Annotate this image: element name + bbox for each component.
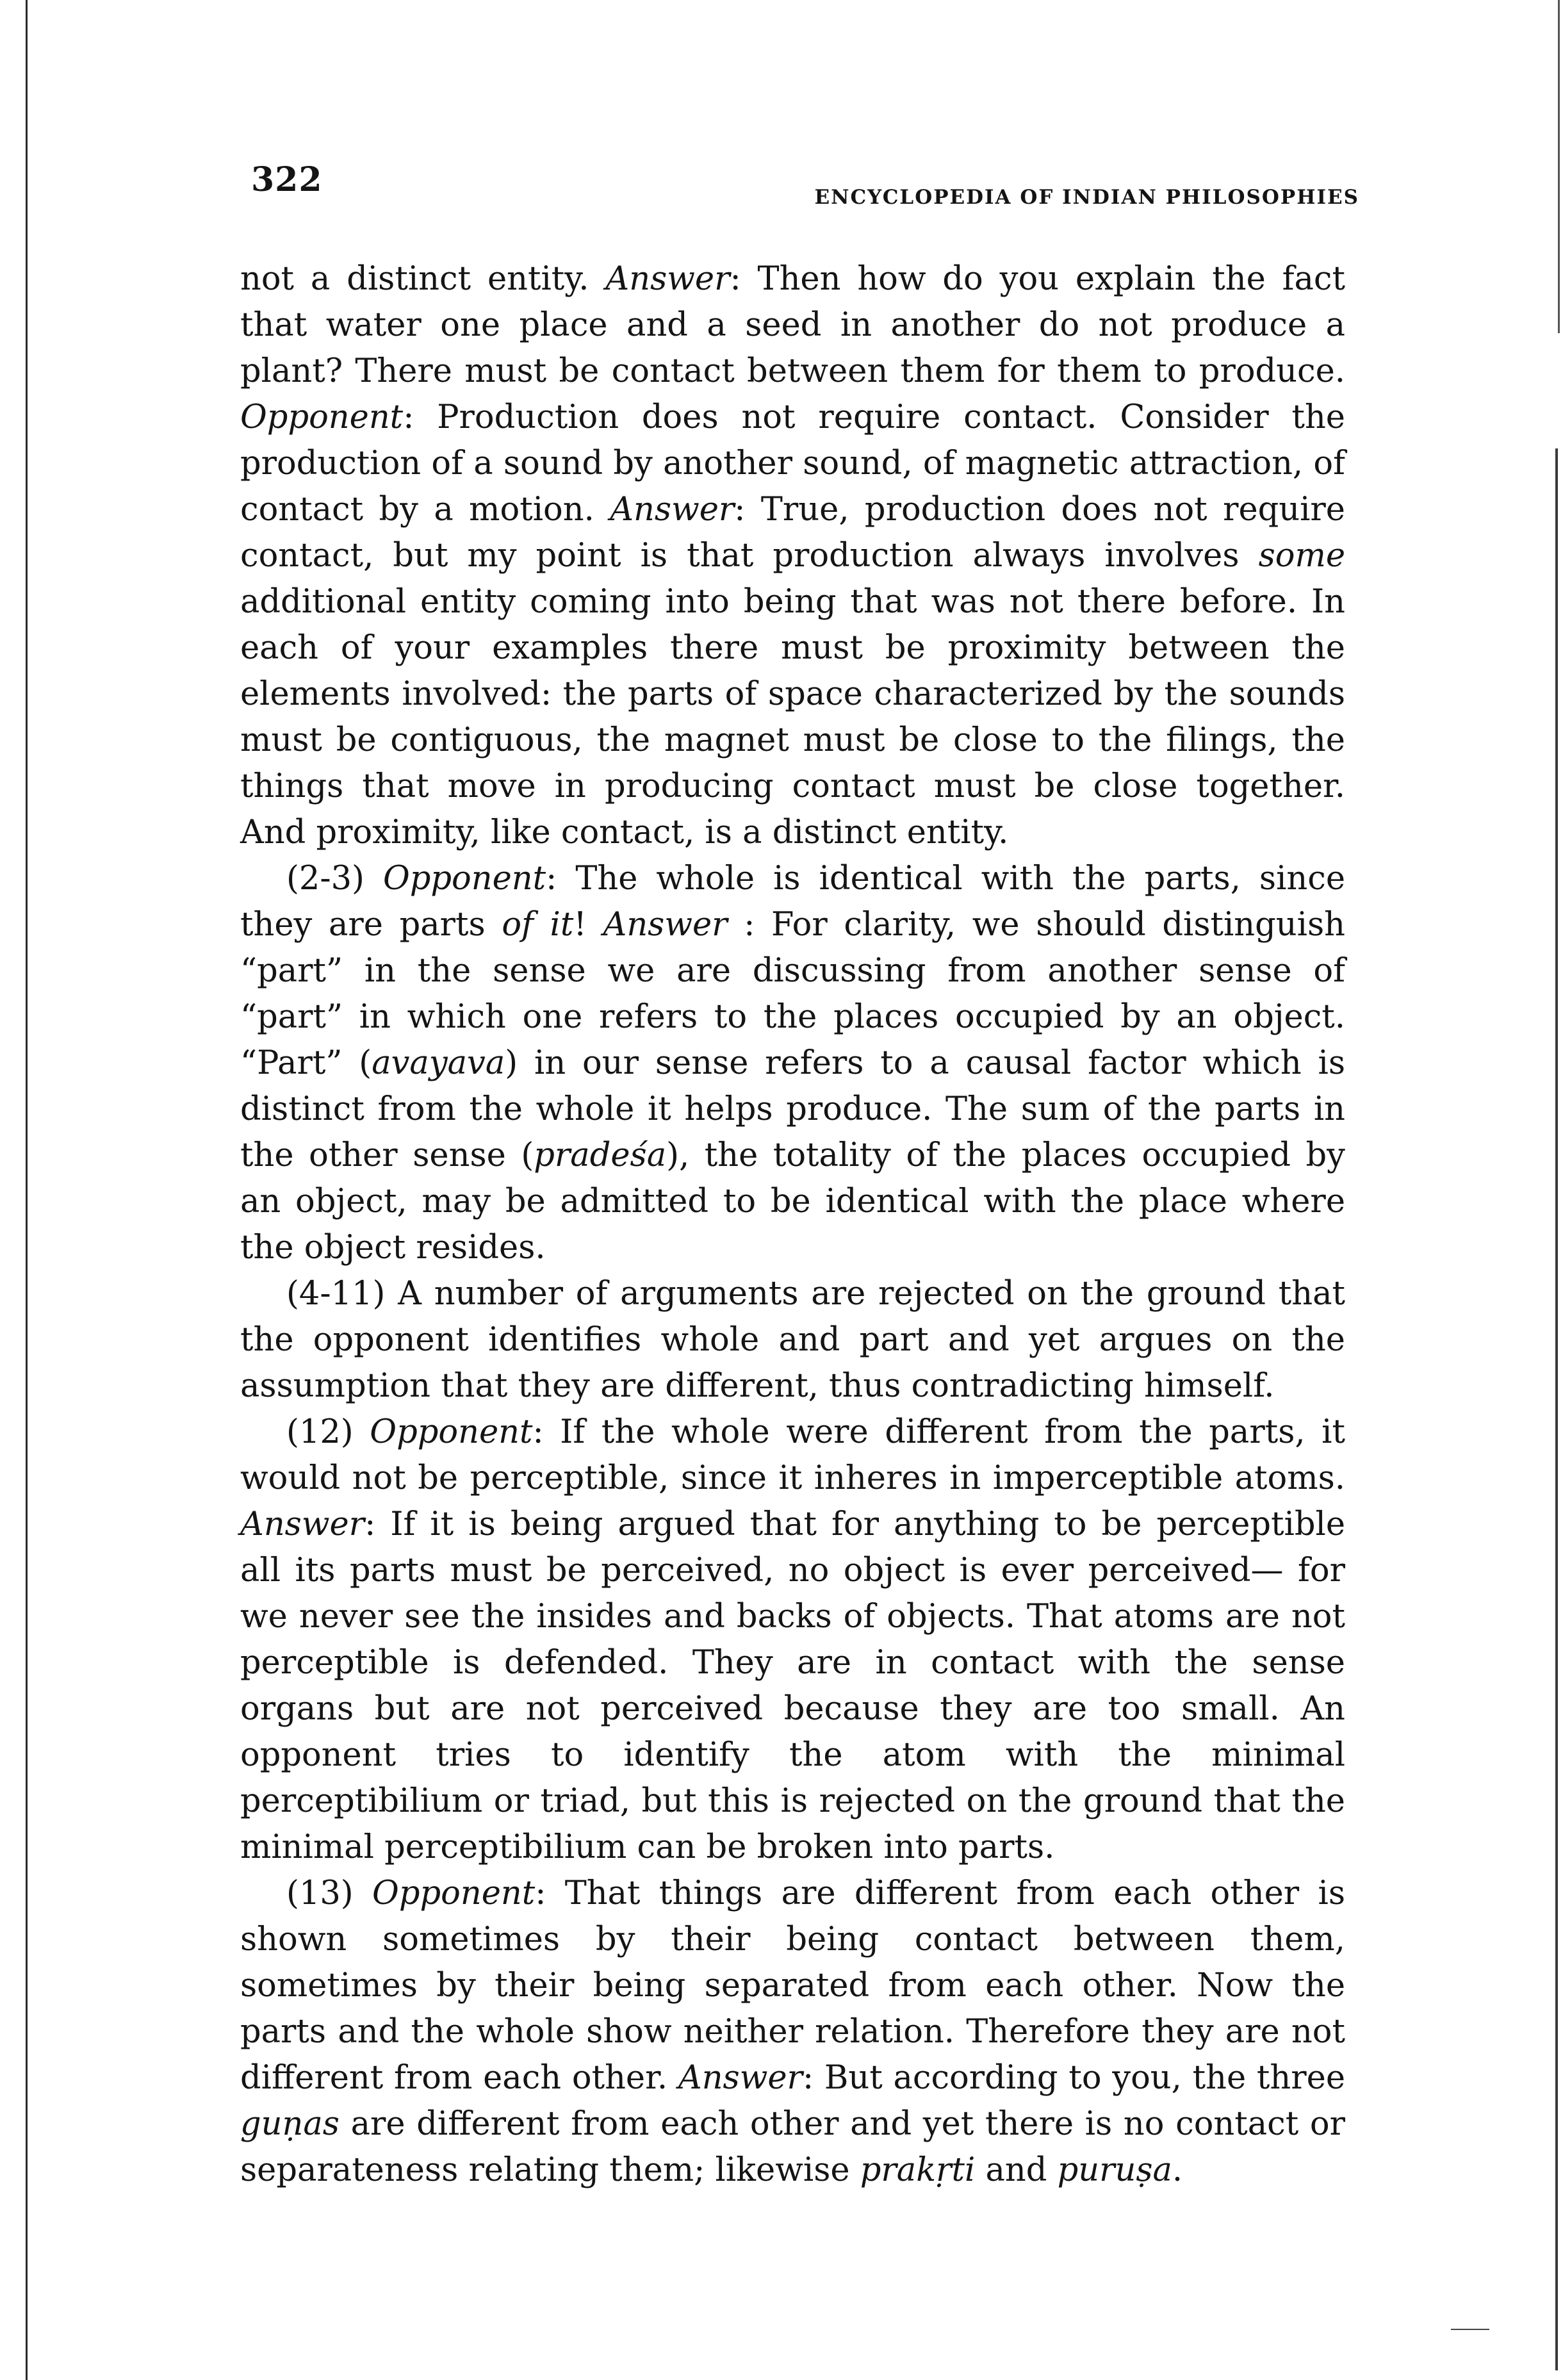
text-run: not a distinct entity. (240, 260, 606, 298)
page-number: 322 (251, 160, 323, 199)
italic-run: Opponent (382, 860, 546, 898)
italic-run: Opponent (240, 398, 404, 436)
text-run: : Then how do you explain the fact that water one place and a seed in another do not produce a plant? There must be contact between them for them to produce. (240, 260, 1345, 390)
text-run: : If it is being argued that for anything to be perceptible all its parts must be perceived, no object is ever perceived— for we never see the insides and backs of objects. That atoms are not perceptible is defended. They are in contact with the sense organs but are not perceived because they are too small. An opponent tries to identify the atom with the minimal perceptibilium or triad, but this is rejected on the ground that the minimal perceptibilium can be broken into parts. (240, 1506, 1345, 1866)
italic-run: avayava (372, 1044, 505, 1082)
paragraph (240, 1271, 1345, 1409)
text-run: (13) (286, 1875, 373, 1912)
running-title: ENCYCLOPEDIA OF INDIAN PHILOSOPHIES (814, 186, 1359, 209)
text-run: : For clarity, we should distinguish “part” in the sense we are discussing from another sense of “part” in which one refers to the places occupied by an object. “Part” ( (240, 906, 1345, 1082)
paragraph (240, 1409, 1345, 1871)
text-run: ! (573, 906, 603, 944)
text-run: . (1172, 2151, 1183, 2189)
body-text (240, 256, 1345, 2194)
scan-edge-top-right (1558, 0, 1560, 333)
text-run: ) in our sense refers to a causal factor which is distinct from the whole it helps produce. The sum of the parts in the other sense ( (240, 1044, 1346, 1174)
italic-run: puruṣa (1057, 2151, 1172, 2189)
scan-mark (1451, 2329, 1489, 2330)
paragraph (240, 1871, 1345, 2194)
italic-run: prakṛti (860, 2151, 976, 2189)
text-run: and (975, 2151, 1058, 2189)
paragraph (240, 256, 1345, 856)
italic-run: Opponent (372, 1875, 536, 1912)
text-run: (12) (286, 1413, 370, 1451)
text-run: : The whole is identical with the parts, since they are parts (240, 860, 1345, 944)
text-run: : But according to you, the three (802, 2059, 1345, 2097)
text-run: : Production does not require contact. Consider the production of a sound by another sound, of magnetic attraction, of contact by a motion. (240, 398, 1345, 529)
italic-run: pradeśa (534, 1137, 667, 1174)
text-run: are different from each other and yet there is no contact or separateness relating them; likewise (240, 2105, 1345, 2189)
italic-run: some (1258, 537, 1345, 575)
running-head (251, 160, 1359, 218)
italic-run: Answer (610, 491, 735, 529)
text-run: (2-3) (286, 860, 383, 898)
text-run: ), the totality of the places occupied by an object, may be admitted to be identical with the place where the object resides. (240, 1137, 1345, 1267)
text-run: : If the whole were different from the parts, it would not be perceptible, since it inheres in imperceptible atoms. (240, 1413, 1345, 1497)
italic-run: guṇas (240, 2105, 340, 2143)
italic-run: Answer (678, 2059, 803, 2097)
text-run: additional entity coming into being that was not there before. In each of your examples there must be proximity between the elements involved: the parts of space characterized by the sounds must be contiguous, the magnet must be close to the filings, the things that move in producing contact must be close together. And proximity, like contact, is a distinct entity. (240, 583, 1345, 851)
italic-run: Answer (603, 906, 728, 944)
text-run: : True, production does not require contact, but my point is that production always involves (240, 491, 1345, 575)
text-run: : That things are different from each other is shown sometimes by their being contact between them, sometimes by their being separated from each other. Now the parts and the whole show neither relation. Therefore they are not different from each other. (240, 1875, 1345, 2097)
italic-run: of it (502, 906, 574, 944)
text-run: (4-11) A number of arguments are rejected on the ground that the opponent identifies whole and part and yet argues on the assumption that they are different, thus contradicting himself. (240, 1275, 1345, 1405)
scan-edge-right (1555, 448, 1558, 2370)
scan-edge-left (26, 0, 28, 2380)
italic-run: Answer (240, 1506, 365, 1543)
paragraph (240, 856, 1345, 1271)
italic-run: Opponent (370, 1413, 533, 1451)
italic-run: Answer (605, 260, 730, 298)
